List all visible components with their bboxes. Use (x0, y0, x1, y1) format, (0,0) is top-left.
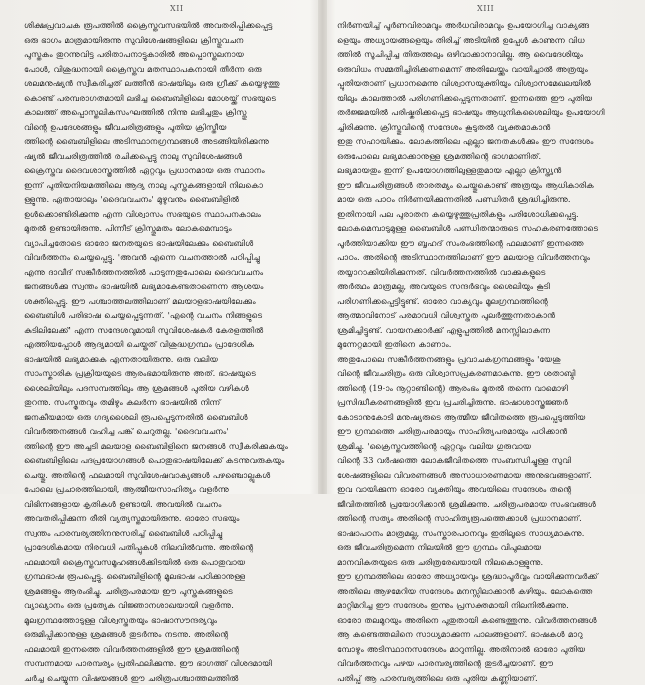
text-line: ത്തിന്റെ സത്യം അതിന്റെ സാഹിത്യരൂപത്തെക്കാൾ പ്രധാനമാണ്. (337, 511, 623, 526)
text-line: ലഭ്യമായതും ഇന്ന് ഉപയോഗത്തിലുള്ളതുമായ എല്ലാ ക്രിസ്ത്യൻ (337, 163, 623, 178)
text-line: ഭാഷാപഠനം മാത്രമല്ല, സംസ്കാരപഠനവും ഇതിലൂടെ സാധ്യമാകുന്നു. (337, 526, 623, 541)
text-line: ഷ്യൽ ജീവചരിത്രത്തിൽ രചിക്കപ്പെട്ടു നാലു സുവിശേഷങ്ങൾ (24, 149, 300, 164)
text-line: ഫലമായി ഇന്നത്തെ വിവർത്തനങ്ങളിൽ ഈ ശ്രമത്തിന്റെ (24, 642, 300, 657)
text-line: വിന്റെ ഉപദേശങ്ങളും ജീവചരിത്രങ്ങളും പുതിയ ക്രിസ്തീയ (24, 120, 300, 135)
text-line: മായ ഒരു പാഠം നിർണയിക്കുന്നതിൽ പണ്ഡിതർ ശ്രദ്ധിച്ചിരുന്നു. (337, 192, 623, 207)
text-line: ശലമനുഷ്യൻ സ്വീകരിച്ചത് ലത്തീൻ ഭാഷയിലും ഒരു ഗ്രീക്ക് കയ്യെഴുത്തു (24, 76, 300, 91)
left-page-body (24, 18, 300, 490)
right-page-folio: XIII (477, 4, 494, 13)
text-line: മുതൽ ഉണ്ടായിരുന്നു. പിന്നീട് ക്രിസ്തുമതം ലോകമെമ്പാടും (24, 221, 300, 236)
text-line: ഓരോ തലമുറയും അതിനെ പുതുതായി കണ്ടെത്തുന്നു. വിവർത്തനങ്ങൾ (337, 613, 623, 628)
text-line: ശൈലിയിലും പദസമ്പത്തിലും ആ ശ്രമങ്ങൾ പുതിയ വഴികൾ (24, 381, 300, 396)
right-page-body (337, 18, 623, 490)
text-line: നിർണയിച്ച് പൂർണവിരാമവും അർധവിരാമവും ഉപയോഗിച്ച വാക്യങ്ങ (337, 18, 623, 33)
text-line: കോടാനുകോടി മനുഷ്യരുടെ ആത്മീയ ജീവിതത്തെ രൂപപ്പെടുത്തിയ (337, 410, 623, 425)
text-line: വിന്റെ ജീവചരിത്രം ഒരു വിശ്വാസപ്രകരണമാകുന്നു. ഈ ശതാബ്ദി (337, 366, 623, 381)
text-line: ശ്രമിച്ചിട്ടുണ്ട്. വായനക്കാർക്ക് എളുപ്പത്തിൽ മനസ്സിലാകുന്ന (337, 323, 623, 338)
text-line: വിഭിന്നങ്ങളായ കൃതികൾ ഉണ്ടായി. അവയിൽ വചനം (24, 497, 300, 512)
text-line: പോൾ, വിശുദ്ധനായി ക്രൈസ്തവ മതസ്ഥാപകനായി തീർന്ന ഒരു (24, 62, 300, 77)
text-line: മ്പോഴും അടിസ്ഥാനസന്ദേശം മാറുന്നില്ല. അതിനാൽ ഓരോ പുതിയ (337, 642, 623, 657)
text-line: പുസ്തകം തുറന്നുവിട്ട പരിതാപനാട്ടുകാരിൽ അപ്പൊസ്തലനായ (24, 47, 300, 62)
right-page (327, 0, 645, 494)
text-line: ളെയും അധ്യായങ്ങളെയും തിരിച്ച് അടിയിൽ ഉപ്പേൾ കാണുന്ന വിധ (337, 33, 623, 48)
text-line: മുന്നേറ്റമായി ഇതിനെ കാണാം. (337, 337, 623, 352)
text-line: ഇവ വായിക്കുന്ന ഓരോ വ്യക്തിയും അവയിലെ സന്ദേശം തന്റെ (337, 482, 623, 497)
text-line: ലോകമെമ്പാടുമുള്ള ബൈബിൾ പണ്ഡിതന്മാരുടെ സഹകരണത്തോടെ (337, 221, 623, 236)
text-line: തർജ്ജമയിൽ പരിഷ്കരിക്കപ്പെട്ട ഭാഷയും ആധുനികശൈലിയും ഉപയോഗി (337, 105, 623, 120)
text-line: ത്തിൽ സൂചിപ്പിച്ച തിരുത്തലും ഒഴിവാക്കാനാവില്ല. ആ വൈദേശിയും (337, 47, 623, 62)
text-line: വിന്റെ 33 വർഷത്തെ ലോകജീവിതത്തെ സംബന്ധിച്ചുള്ള സുവി (337, 453, 623, 468)
text-line: തുറന്നു. സംസ്കൃതവും തമിഴും കലർന്ന ഭാഷയിൽ നിന്ന് (24, 395, 300, 410)
text-line: ശിക്ഷപ്രവാചക രൂപത്തിൽ ക്രൈസ്തവസഭയിൽ അവതരിപ്പിക്കപ്പെട്ട (24, 18, 300, 33)
text-line: ശക്തിപ്പെട്ടു. ഈ പശ്ചാത്തലത്തിലാണ് മലയാളഭാഷയിലേക്കും (24, 294, 300, 309)
text-line: ഒരു ഭാഗം മാത്രമായിരുന്നു സുവിശേഷങ്ങളിലെ ക്രിസ്തുവചന (24, 33, 300, 48)
text-line: വ്യാഖ്യാനം ഒരു പ്രത്യേക വിജ്ഞാനശാഖയായി വളർന്നു. (24, 598, 300, 613)
text-line: കൊണ്ട് പരമ്പരാഗതമായി ലഭിച്ച ബൈബിളിലെ മോശയ്ക്ക് സഭയുടെ (24, 91, 300, 106)
text-line: ഈ ഗ്രന്ഥത്തിലെ ഓരോ അധ്യായവും ശ്രദ്ധാപൂർവ്വം വായിക്കുന്നവർക്ക് (337, 569, 623, 584)
left-page-folio: XII (170, 4, 184, 13)
text-line: അതുപോലെ സങ്കീർത്തനങ്ങളും പ്രവാചകഗ്രന്ഥങ്ങളും 'യേശു (337, 352, 623, 367)
text-line: ഗ്രന്ഥഭാഷ രൂപപ്പെട്ടു. ബൈബിളിന്റെ മൂലഭാഷ പഠിക്കാനുള്ള (24, 569, 300, 584)
text-line: കുടിലിലേക്ക്' എന്ന സന്ദേശവുമായി സുവിശേഷകർ കേരളത്തിൽ (24, 323, 300, 338)
text-line: പൂർത്തിയാക്കിയ ഈ ബൃഹദ് സംരംഭത്തിന്റെ ഫലമാണ് ഇന്നത്തെ (337, 236, 623, 251)
left-page (0, 0, 318, 494)
text-line: അതിലെ ആഴമേറിയ സന്ദേശം മനസ്സിലാക്കാൻ കഴിയും. ലോകത്തെ (337, 584, 623, 599)
text-line: ഒരുമിപ്പിക്കാനുള്ള ശ്രമങ്ങൾ തുടർന്നും നടന്നു. അതിന്റെ (24, 627, 300, 642)
text-line: ശേഷങ്ങളിലെ വിവരണങ്ങൾ അസാധാരണമായ അനുഭവങ്ങളാണ്. (337, 468, 623, 483)
text-line: ച്ചിരിക്കുന്നു. ക്രിസ്തുവിന്റെ സന്ദേശം കൂടുതൽ വ്യക്തമാകാൻ (337, 120, 623, 135)
text-line: തയ്യാറാക്കിയിരിക്കുന്നത്. വിവർത്തനത്തിൽ വാക്കുകളുടെ (337, 265, 623, 280)
text-line: ത്തിന്റെ (19-ാം നൂറ്റാണ്ടിന്റെ) ആരംഭം മുതൽ തന്നെ വാമൊഴി (337, 381, 623, 396)
text-line: മൂലഗ്രന്ഥത്തോടുള്ള വിശ്വസ്തതയും ഭാഷാസൗന്ദര്യവും (24, 613, 300, 628)
text-line: ഇതു സഹായിക്കും. ലോകത്തിലെ എല്ലാ ജനതകൾക്കും ഈ സന്ദേശം (337, 134, 623, 149)
text-line: പ്രസിദ്ധീകരണങ്ങളിൽ ഇവ പ്രചരിച്ചിരുന്നു. ഭാഷാശാസ്ത്രജ്ഞർ (337, 395, 623, 410)
text-line: എന്നു ദാവീദ് സങ്കീർത്തനത്തിൽ പാടുന്നതുപോലെ ദൈവവചനം (24, 265, 300, 280)
book-gutter (318, 0, 327, 494)
text-line: ഈ ജീവചരിത്രങ്ങൾ താരതമ്യം ചെയ്തുകൊണ്ട് അത്രയും ആധികാരിക (337, 178, 623, 193)
text-line: ഉൾക്കൊണ്ടിരിക്കുന്നു എന്ന വിശ്വാസം സഭയുടെ സ്ഥാപനകാലം (24, 207, 300, 222)
text-line: വിവർത്തനവും പഴയ പാരമ്പര്യത്തിന്റെ തുടർച്ചയാണ്. ഈ (337, 656, 623, 671)
text-line: ഒരുപോലെ ലഭ്യമാക്കാനുള്ള ശ്രമത്തിന്റെ ഭാഗമാണിത്. (337, 149, 623, 164)
text-line: ജീവിതത്തിൽ പ്രയോഗിക്കാൻ ശ്രമിക്കുന്നു. ചരിത്രപരമായ സംഭവങ്ങൾ (337, 497, 623, 512)
text-line: ശ്രമിച്ചു. 'ക്രൈസ്തവത്തിന്റെ ഏറ്റവും വലിയ ഗുരുവായ (337, 439, 623, 454)
text-line: പതിപ്പ് ആ പാരമ്പര്യത്തിലെ ഒരു പുതിയ കണ്ണിയാണ്. (337, 671, 623, 685)
text-line: ത്തിന്റെ ഈ അച്ചടി മലയാള ബൈബിളിനെ ജനങ്ങൾ സ്വീകരിക്കുകയും (24, 439, 300, 454)
text-line: പ്പുതിയതാണ് പ്രധാനമെന്നു വിശ്വാസയുക്തിയും വിശ്വാസമേഖലയിൽ (337, 76, 623, 91)
text-line: യിലും കാലത്താൽ പരിഗണിക്കപ്പെടുന്നതാണ്. ഇന്നത്തെ ഈ പുതിയ (337, 91, 623, 106)
text-line: പോലെ പ്രചാരത്തിലായി, ആത്മീയസാഹിത്യം വളർന്നു (24, 482, 300, 497)
text-line: ഒരു ജീവചരിത്രമെന്ന നിലയിൽ ഈ ഗ്രന്ഥം വിപുലമായ (337, 540, 623, 555)
text-line: ബൈബിളിലെ പദപ്രയോഗങ്ങൾ പൊതുഭാഷയിലേക്ക് കടന്നുവരുകയും (24, 453, 300, 468)
text-line: സാംസ്കാരിക പ്രക്രിയയുടെ ആരംഭമായിരുന്നു അത്. ഭാഷയുടെ (24, 366, 300, 381)
text-line: പാഠം. അതിന്റെ അടിസ്ഥാനത്തിലാണ് ഈ മലയാള വിവർത്തനവും (337, 250, 623, 265)
text-line: ചർച്ച ചെയ്യുന്ന വിഷയങ്ങൾ ഈ ചരിത്രപശ്ചാത്തലത്തിൽ (24, 671, 300, 685)
text-line: ഫലമായി ക്രൈസ്തവസമൂഹങ്ങൾക്കിടയിൽ ഒരു പൊതുവായ (24, 555, 300, 570)
text-line: പരിഗണിക്കപ്പെട്ടിട്ടുണ്ട്. ഓരോ വാക്യവും മൂലഗ്രന്ഥത്തിന്റെ (337, 294, 623, 309)
text-line: ബൈബിൾ പരിഭാഷ ചെയ്യപ്പെടുന്നത്. 'എന്റെ വചനം നിങ്ങളുടെ (24, 308, 300, 323)
text-line: ഇതിനായി പല പുരാതന കയ്യെഴുത്തുപ്രതികളും പരിശോധിക്കപ്പെട്ടു. (337, 207, 623, 222)
text-line: വിവർത്തനം ചെയ്യപ്പെട്ടു. 'അവൻ എന്നെ വചനത്താൽ പഠിപ്പിച്ചു (24, 250, 300, 265)
text-line: വ്യാപിച്ചതോടെ ഓരോ ജനതയുടെ ഭാഷയിലേക്കും ബൈബിൾ (24, 236, 300, 251)
text-line: വിവർത്തനങ്ങൾ വഹിച്ച പങ്ക് ചെറുതല്ല. 'ദൈവവചനം' (24, 424, 300, 439)
text-line: അർത്ഥം മാത്രമല്ല, അവയുടെ സന്ദർഭവും ശൈലിയും കൂടി (337, 279, 623, 294)
text-line: സമ്പന്നമായ പാരമ്പര്യം പ്രതിഫലിക്കുന്നു. ഈ ഭാഗത്ത് വിശദമായി (24, 656, 300, 671)
text-line: ഈ ഗ്രന്ഥത്തെ ചരിത്രപരമായും സാഹിത്യപരമായും പഠിക്കാൻ (337, 424, 623, 439)
text-line: കാലത്ത് അപ്പൊസ്തലികസംഘത്തിൽ നിന്നു ലഭിച്ചതും ക്രിസ്തു (24, 105, 300, 120)
text-line: ശ്രമങ്ങളും ആരംഭിച്ചു. ചരിത്രപരമായ ഈ പുസ്തകങ്ങളുടെ (24, 584, 300, 599)
text-line: ഭാഷയിൽ ലഭ്യമാക്കുക എന്നതായിരുന്നു. ഒരു വലിയ (24, 352, 300, 367)
text-line: സ്വന്തം പാരമ്പര്യത്തിനനുസരിച്ച് ബൈബിൾ പഠിപ്പിച്ചു (24, 526, 300, 541)
text-line: ചെയ്തു. അതിന്റെ ഫലമായി സുവിശേഷവാക്യങ്ങൾ പഴഞ്ചൊല്ലുകൾ (24, 468, 300, 483)
text-line: അവതരിപ്പിക്കുന്ന രീതി വ്യത്യസ്തമായിരുന്നു. ഓരോ സഭയും (24, 511, 300, 526)
text-line: ഒരുവിധം സമ്മതിച്ചിരിക്കണമെന്ന് അതിലേയ്ക്കും വായിച്ചാൽ അത്രയും (337, 62, 623, 77)
text-line: ആ കണ്ടെത്തലിനെ സാധ്യമാക്കുന്ന പാലങ്ങളാണ്. ഭാഷകൾ മാറു (337, 627, 623, 642)
text-line: ജനകീയമായ ഒരു ഗദ്യശൈലി രൂപപ്പെടുന്നതിൽ ബൈബിൾ (24, 410, 300, 425)
text-line: എത്തിയപ്പോൾ ആദ്യമായി ചെയ്തത് വിശുദ്ധഗ്രന്ഥം പ്രാദേശിക (24, 337, 300, 352)
text-line: ആത്മാവിനോട് പരമാവധി വിശ്വസ്തത പുലർത്തുന്നതാകാൻ (337, 308, 623, 323)
text-line: മാനവികതയുടെ ഒരു ചരിത്രരേഖയായി നിലകൊള്ളുന്നു. (337, 555, 623, 570)
text-line: പ്രാദേശികമായ നിരവധി പതിപ്പുകൾ നിലവിൽവന്നു. അതിന്റെ (24, 540, 300, 555)
text-line: ക്രൈസ്തവ ദൈവശാസ്ത്രത്തിൽ ഏറ്റവും പ്രധാനമായ ഒരു സ്ഥാനം (24, 163, 300, 178)
text-line: ഇന്ന് പുതിയനിയമത്തിലെ ആദ്യ നാലു പുസ്തകങ്ങളായി നിലകൊ (24, 178, 300, 193)
text-line: മാറ്റിമറിച്ച ഈ സന്ദേശം ഇന്നും പ്രസക്തമായി നിലനിൽക്കുന്നു. (337, 598, 623, 613)
text-line: ത്തിന്റെ ബൈബിളിലെ അടിസ്ഥാനഗ്രന്ഥങ്ങൾ അടങ്ങിയിരിക്കുന്നു (24, 134, 300, 149)
text-line: ള്ളുന്നു. ഏതായാലും 'ദൈവവചനം' മുഴുവനും ബൈബിളിൽ (24, 192, 300, 207)
text-line: ജനങ്ങൾക്കു സ്വന്തം ഭാഷയിൽ ലഭ്യമാകേണ്ടതാണെന്ന ആശയം (24, 279, 300, 294)
